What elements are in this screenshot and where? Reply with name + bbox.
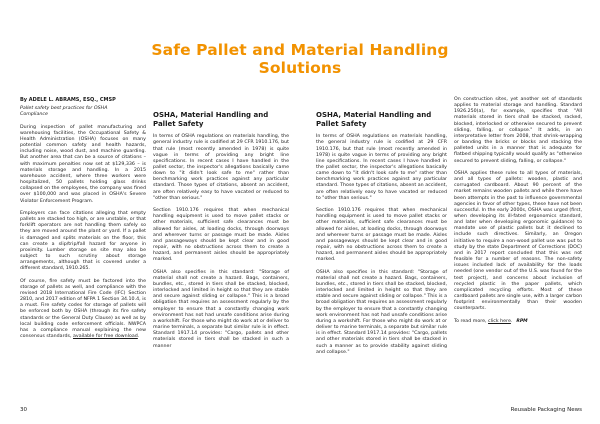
col3-paragraph-1: In terms of OSHA regulations on materials handling, the general industry rule is codified at 29 CFR 1910.176, but that rule (most recently amended in 1978) is quite vague in terms of providing any bright line specifications. In recent cases I have handled in the pallet sector, the inspector's allegations basically came down to "it didn't look safe to me" rather than benchmarking work practices against any particular standard. Those types of citations, absent an accident, are often relatively easy to have vacated or reduced to "other than serious." [316, 134, 447, 201]
column-4 [454, 97, 582, 331]
column-1 [20, 97, 146, 346]
col3-paragraph-2: Section 1910.176 requires that when mechanical handling equipment is used to move pallet stacks or other materials, sufficient safe clearances must be allowed for aisles, at loading docks, through doorways and wherever turns or passage must be made. Aisles and passageways should be kept clear and in good repair, with no obstructions across them to create a hazard, and permanent aisles should be appropriately marked. [316, 208, 447, 263]
section-heading-line-2: Pallet Safety [153, 119, 204, 128]
article-title [0, 41, 600, 77]
read-more-end: . [510, 318, 513, 324]
col3-paragraph-3: OSHA also specifies in this standard: "Storage of material shall not create a hazard. Bags, containers, bundles, etc., stored in tiers shall be stacked, blocked, interlocked and limited in height so that they are stable and secure against sliding or collapse." This is a broad obligation that requires an assessment regularly by the employer to ensure that a constantly changing work environment has not had unsafe conditions arise during a workshift. For those who might do work at or deliver to marine terminals, a separate but similar rule is in effect. Standard 1917.14 provides: "Cargo, pallets and other materials stored in tiers shall be stacked in such a manner as to provide stability against sliding and collapse." [316, 269, 447, 355]
section-heading-repeat-line-1: OSHA, Material Handling and [316, 111, 432, 119]
col2-paragraph-1: In terms of OSHA regulations on materials handling, the general industry rule is codified at 29 CFR 1910.176, but that rule (most recently amended in 1978) is quite vague in terms of providing any bright line specifications. In recent cases I have handled in the pallet sector, the inspector's allegations basically came down to "it didn't look safe to me" rather than benchmarking work practices against any particular standard. Those types of citations, absent an accident, are often relatively easy to have vacated or reduced to "other than serious." [153, 134, 289, 201]
article-subtitle [20, 106, 146, 118]
col1-paragraph-3-end: . [137, 334, 140, 340]
author-byline: By ADELE L. ABRAMS, ESQ., CMSP [20, 97, 116, 103]
click-here-link[interactable]: click here [488, 318, 511, 324]
section-heading-repeat-line-2: Pallet Safety [316, 119, 367, 128]
col1-paragraph-3 [20, 279, 146, 341]
col1-paragraph-2: Employers can face citations alleging that empty pallets are stacked too high, or are unstable, or that forklift operators are not handling them safely so they are moved around the plant or yard. If a pallet is damaged and splits materials on the floor, this can create a slip/trip/fall hazard for anyone in proximity. Lumber storage on site may also be subject to such scrutiny about storage arrangements, although that is covered under a different standard, 1910.265. [20, 210, 146, 272]
col2-paragraph-3: OSHA also specifies in this standard: "Storage of material shall not create a hazard. Bags, containers, bundles, etc., stored in tiers shall be stacked, blocked, interlocked and limited in height so that they are stable and secure against sliding or collapse." This is a broad obligation that requires an assessment regularly by the employer to ensure that a constantly changing work environment has not had unsafe conditions arise during a workshift. For those who might do work at or deliver to marine terminals, a separate but similar rule is in effect. Standard 1917.14 provides: "Cargo, pallets and other materials stored in tiers shall be stacked in such a manner [153, 269, 289, 349]
col1-paragraph-3-text: Of course, fire safety must be factored into the storage of pallets as well, and compliance with the revised 2018 International Fire Code (IFC) Section 2810, and 2017 edition of NFPA 1 Section 34.10.4, is a must. Fire safety codes for storage of pallets will be enforced both by OSHA (through its fire safety standards or the General Duty Clause) as well as by local building code enforcement officials. NWPCA has a compliance manual explaining the new consensus standards, [20, 278, 146, 340]
col1-paragraph-1: During inspection of pallet manufacturing and warehousing facilities, the Occupational Safety & Health Administration (OSHA) focuses on many potential common safety and health hazards, including noise, wood dust, and machine guarding. But another area that can be a source of citations – with maximum penalties now set at $129,336 – is materials storage and handling. In a 2015 warehouse accident, where three workers were hospitalized, 50 pallets holding glass drinks collapsed on the employees, the company was fined over $100,000 and was placed in OSHA's Severe Violator Enforcement Program. [20, 124, 146, 204]
publication-name: Reusable Packaging News [510, 407, 582, 413]
free-download-link[interactable]: available for free download [72, 334, 138, 340]
subtitle-line-2: Compliance [20, 112, 48, 118]
article-title-line-1: Safe Pallet and Material Handling [151, 41, 449, 59]
column-2 [153, 111, 289, 356]
column-3 [316, 111, 447, 362]
page-number: 30 [20, 407, 27, 413]
col2-paragraph-2: Section 1910.176 requires that when mechanical handling equipment is used to move pallet stacks or other materials, sufficient safe clearances must be allowed for aisles, at loading docks, through doorways and wherever turns or passage must be made. Aisles and passageways should be kept clear and in good repair, with no obstructions across them to create a hazard, and permanent aisles should be appropriately marked. [153, 208, 289, 263]
end-signature: RPM [516, 318, 528, 324]
col4-paragraph-3 [454, 319, 582, 325]
col4-paragraph-1: On construction sites, yet another set of standards applies to material storage and handling. Standard 1926.250(a), for example, specifies that "All materials stored in tiers shall be stacked, racked, blocked, interlocked or otherwise secured to prevent sliding, falling, or collapse." It adds, in an interpretative letter from 2008, that shrink-wrapping or banding the bricks or blocks and stacking the palleted units in a manner that is adequate for flatbed shipping typically would qualify as "otherwise secured to prevent sliding, falling, or collapse." [454, 97, 582, 164]
section-heading-repeat [316, 111, 447, 128]
col4-paragraph-2: OSHA applies these rules to all types of materials, and all types of pallets: wooden, plastic and corrugated cardboard. About 90 percent of the market remains wooden pallets and while there have been attempts in the past to influence governmental agencies in favor of other types, these have not been successful. In the early 2000s, OSHA was urged (first, when developing its ill-fated ergonomics standard, and later when developing ergonomic guidance) to mandate use of plastic pallets but it declined to include such directives. Similarly, an Oregon initiative to require a non-wood pallet use was put to study by the state Department of Corrections (DOC) and in 2017 report concluded that this was not feasible for a number of reasons. The non-safety issues included lack of availability for the loads needed (one vendor out of the U.S. was found for the test project), and concerns about inclusion of recycled plastic in the paper pallets, which complicated recycling efforts. Most of these cardboard pallets are single use, with a larger carbon footprint environmentally than their wooden counterparts. [454, 170, 582, 312]
section-heading-line-1: OSHA, Material Handling and [153, 111, 269, 119]
article-title-line-2: Solutions [258, 59, 342, 77]
subtitle-line-1: Pallet safety best practices for OSHA [20, 106, 108, 112]
read-more-prefix: To read more, [454, 318, 489, 324]
section-heading [153, 111, 289, 128]
